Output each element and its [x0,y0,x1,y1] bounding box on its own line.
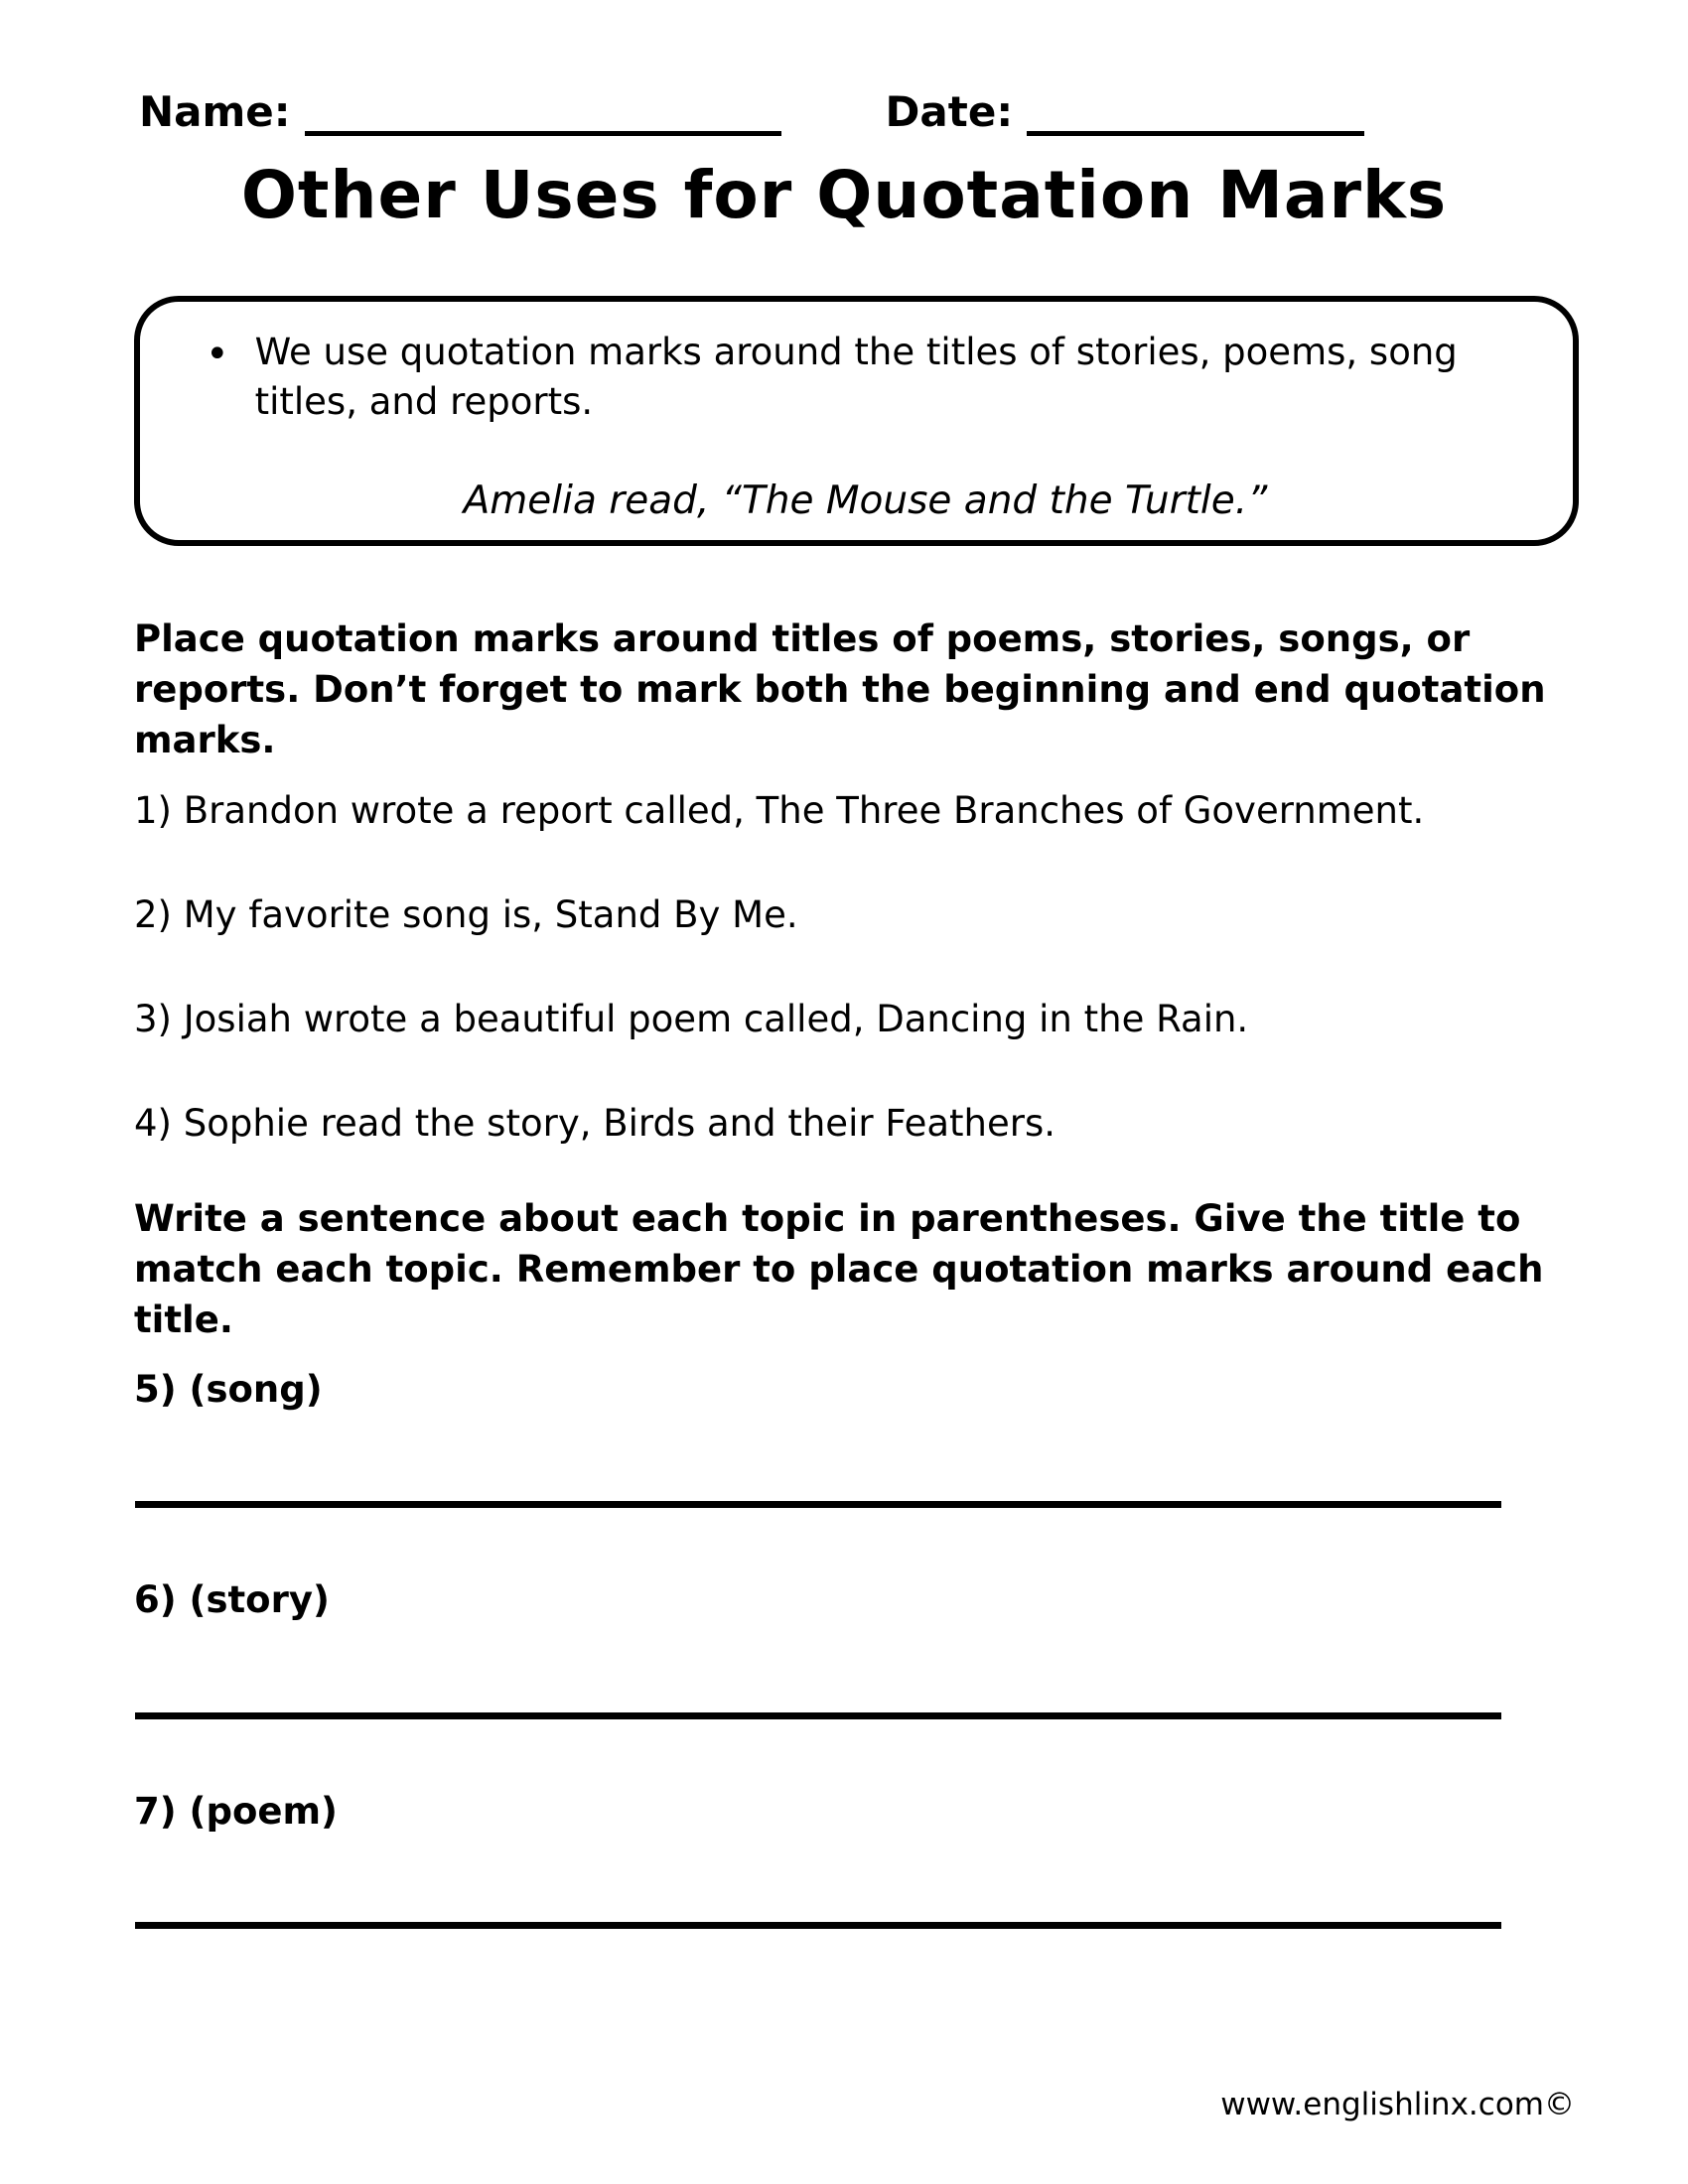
header [139,87,1539,136]
rule-example: Amelia read, “The Mouse and the Turtle.” [463,478,1268,523]
prompt-item-6 [134,1578,330,1621]
instructions-1: Place quotation marks around titles of poems, stories, songs, or reports. Don’t forget to mark both the beginning and end quotation marks. [134,617,1546,762]
date-input-line[interactable] [1027,88,1364,136]
exercise-item-3 [134,998,1569,1040]
name-input-line[interactable] [305,88,781,136]
bullet-icon: • [206,332,229,377]
prompt-number: 5) [134,1368,177,1411]
website-credit: www.englishlinx.com© [1220,2087,1575,2122]
rule-bullet-row [206,328,1525,427]
prompt-number: 6) [134,1578,177,1621]
prompt-number: 7) [134,1790,177,1833]
answer-line-7[interactable] [135,1922,1501,1929]
exercise-number: 1) [134,789,172,832]
exercise-item-4 [134,1102,1569,1145]
name-label: Name: [139,87,291,136]
exercise-number: 3) [134,998,172,1040]
exercise-text: My favorite song is, Stand By Me. [183,893,798,936]
page-title: Other Uses for Quotation Marks [240,157,1448,233]
rule-box [134,296,1579,546]
prompt-topic: (song) [189,1368,323,1411]
prompt-item-5 [134,1368,323,1411]
exercise-text: Brandon wrote a report called, The Three Branches of Government. [183,789,1425,832]
prompt-item-7 [134,1790,338,1833]
exercise-text: Sophie read the story, Birds and their Feathers. [183,1102,1055,1145]
instructions-2: Write a sentence about each topic in parentheses. Give the title to match each topic. Remember to place quotation marks around each title. [134,1197,1544,1342]
exercise-item-2 [134,893,1569,936]
prompt-topic: (poem) [189,1790,338,1833]
exercise-number: 2) [134,893,172,936]
answer-line-6[interactable] [135,1712,1501,1719]
exercise-item-1 [134,789,1569,832]
date-label: Date: [885,87,1014,136]
exercise-number: 4) [134,1102,172,1145]
exercise-text: Josiah wrote a beautiful poem called, Dancing in the Rain. [183,998,1249,1040]
answer-line-5[interactable] [135,1501,1501,1508]
rule-text: We use quotation marks around the titles of stories, poems, song titles, and reports. [254,331,1458,423]
prompt-topic: (story) [189,1578,330,1621]
